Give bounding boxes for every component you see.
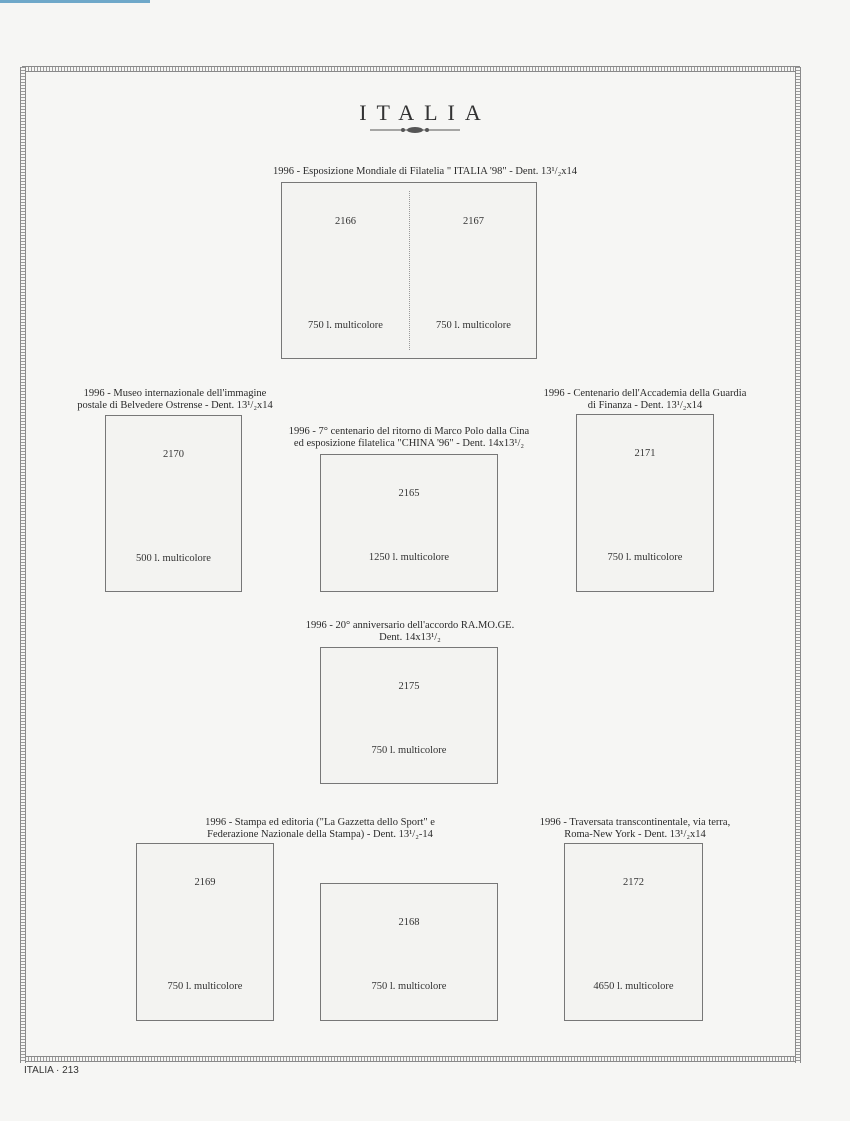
stamp-value: 4650 l. multicolore xyxy=(593,981,674,992)
caption-line: di Finanza - Dent. 13¹/₂x14 xyxy=(587,400,703,411)
caption-line: 1996 - Stampa ed editoria ("La Gazzetta dello Sport" e xyxy=(205,817,435,828)
stamp-value: 500 l. multicolore xyxy=(136,553,211,564)
caption-line: Dent. 14x13¹/₂ xyxy=(379,632,441,643)
stamp-mount xyxy=(320,454,498,592)
frame-top xyxy=(22,66,800,72)
stamp-number: 2172 xyxy=(623,877,644,888)
page-title: ITALIA xyxy=(359,100,491,125)
caption-line: ed esposizione filatelica "CHINA '96" - Dent. 14x13¹/₂ xyxy=(293,438,525,449)
caption-ramoge xyxy=(280,620,540,644)
caption-line: postale di Belvedere Ostrense - Dent. 13¹/₂x14 xyxy=(77,400,273,411)
stamp-number: 2165 xyxy=(398,488,420,499)
caption-line: 1996 - 20° anniversario dell'accordo RA.MO.GE. xyxy=(305,620,515,631)
caption-line: 1996 - Museo internazionale dell'immagine xyxy=(83,388,267,399)
top-color-strip xyxy=(0,0,150,3)
stamp-value: 1250 l. multicolore xyxy=(368,552,450,563)
stamp-mount xyxy=(564,843,703,1021)
stamp-value: 750 l. multicolore xyxy=(436,320,511,331)
stamp-value: 750 l. multicolore xyxy=(371,981,447,992)
stamp-mount xyxy=(320,883,498,1021)
stamp-slot xyxy=(282,183,409,358)
stamp-value: 750 l. multicolore xyxy=(607,552,683,563)
stamp-number: 2168 xyxy=(398,917,420,928)
caption-marco-polo xyxy=(270,426,548,450)
stamp-mount xyxy=(320,647,498,784)
caption-museo xyxy=(60,388,290,412)
page-footer: ITALIA · 213 xyxy=(24,1065,79,1076)
frame-right xyxy=(795,67,801,1063)
stamp-mount xyxy=(105,415,242,592)
caption-traversata xyxy=(520,817,750,841)
caption-line: 1996 - Centenario dell'Accademia della Guardia xyxy=(543,388,747,399)
caption-guardia-finanza xyxy=(530,388,760,412)
stamp-value: 750 l. multicolore xyxy=(371,745,447,756)
stamp-number: 2170 xyxy=(163,449,184,460)
stamp-pair-mount xyxy=(281,182,537,359)
stamp-number: 2169 xyxy=(194,877,216,888)
stamp-value: 750 l. multicolore xyxy=(308,320,383,331)
caption-stampa-editoria xyxy=(180,817,460,841)
stamp-number: 2171 xyxy=(634,448,656,459)
stamp-mount xyxy=(136,843,274,1021)
stamp-number: 2166 xyxy=(335,216,356,227)
stamp-number: 2167 xyxy=(463,216,484,227)
title-ornament-icon xyxy=(370,125,460,135)
caption-line: 1996 - Traversata transcontinentale, via terra, xyxy=(539,817,731,828)
caption-line: Federazione Nazionale della Stampa) - Dent. 13¹/₂-14 xyxy=(207,829,433,840)
caption-line: 1996 - 7° centenario del ritorno di Marco Polo dalla Cina xyxy=(288,426,530,437)
stamp-slot xyxy=(410,183,537,358)
caption-italia-98: 1996 - Esposizione Mondiale di Filatelia " ITALIA '98" - Dent. 13¹/₂x14 xyxy=(273,166,577,177)
frame-left xyxy=(20,67,26,1063)
stamp-number: 2175 xyxy=(398,681,420,692)
stamp-mount xyxy=(576,414,714,592)
stamp-value: 750 l. multicolore xyxy=(167,981,243,992)
caption-line: Roma-New York - Dent. 13¹/₂x14 xyxy=(564,829,706,840)
frame-bottom xyxy=(22,1056,800,1062)
